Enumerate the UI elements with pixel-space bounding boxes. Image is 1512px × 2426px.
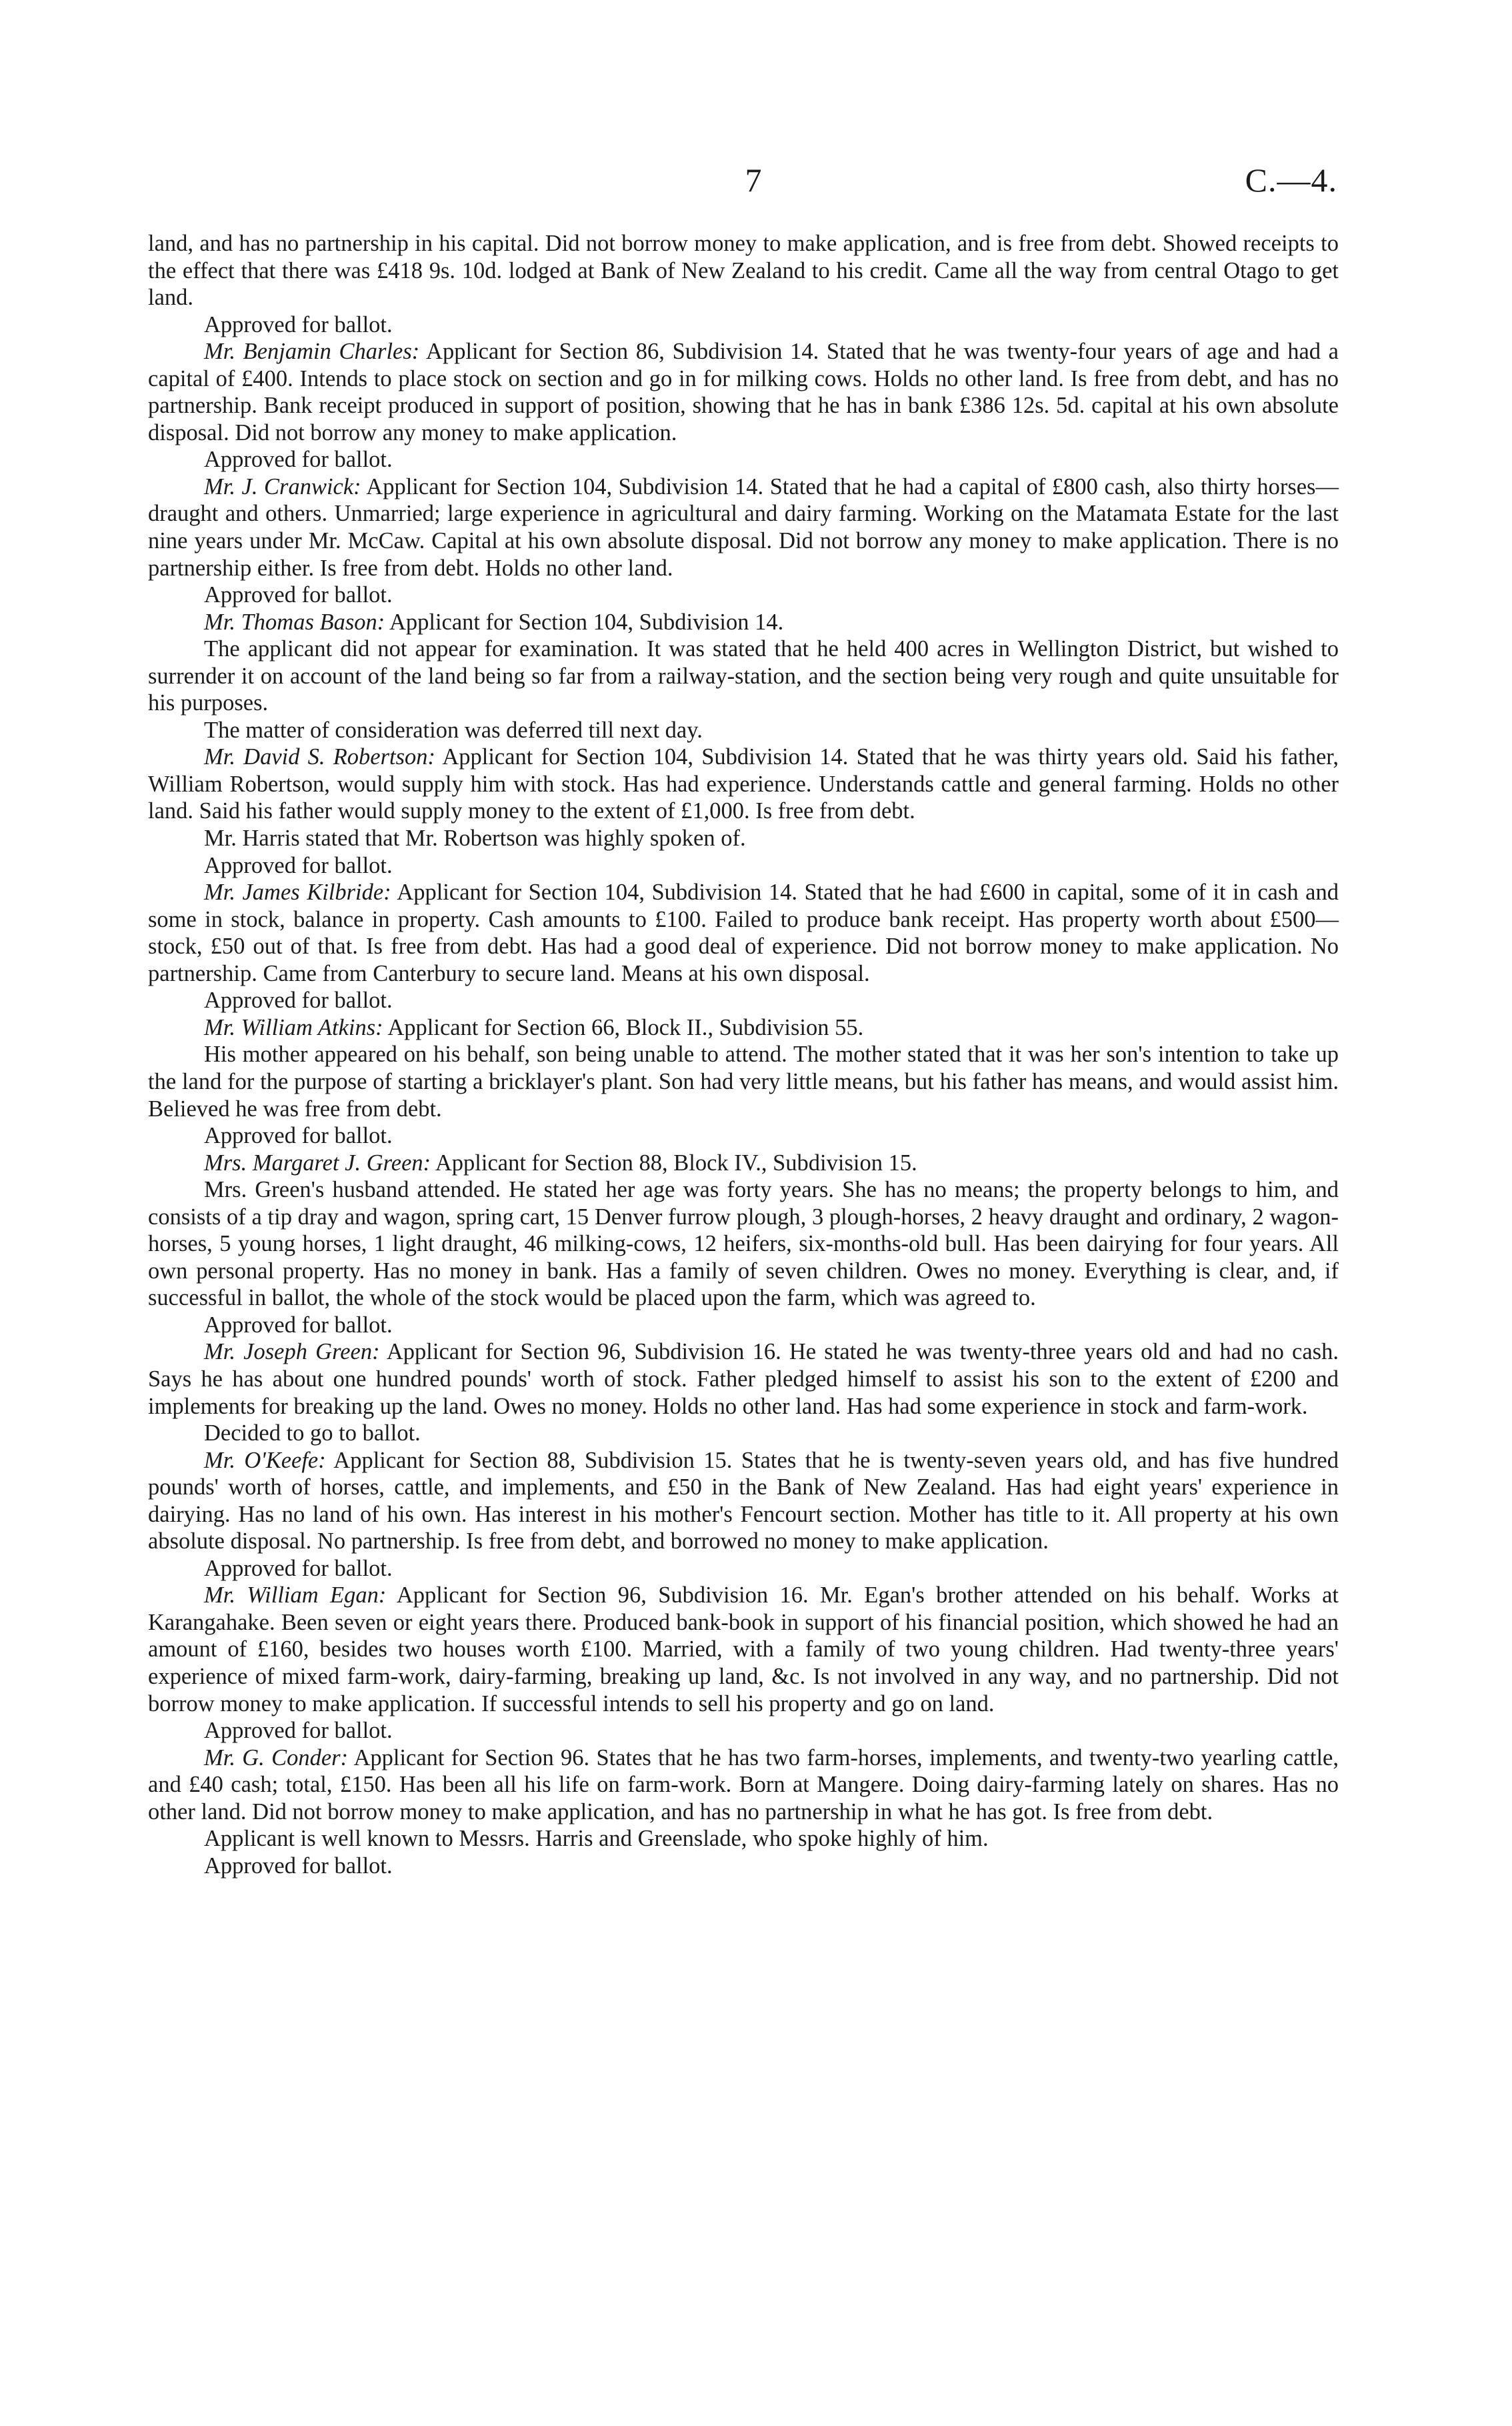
paragraph: Mr. Thomas Bason: Applicant for Section 104, Subdivision 14. bbox=[204, 609, 784, 635]
paragraph: Mr. Benjamin Charles: Applicant for Section 86, Subdivision 14. Stated that he was twenty-four years of age and had a capital of £400. Intends to place stock on section and go in for milking cows. Holds no other land. Is free from debt, and has no partnership. Bank receipt produced in support of position, showing that he has in bank £386 12s. 5d. capital at his own absolute disposal. Did not borrow any money to make application. bbox=[148, 339, 1339, 445]
paragraph: Approved for ballot. bbox=[204, 988, 393, 1014]
paragraph: Approved for ballot. bbox=[204, 1555, 393, 1581]
paragraph: Mr. O'Keefe: Applicant for Section 88, Subdivision 15. States that he is twenty-seven years old, and has five hundred pounds' worth of horses, cattle, and implements, and £50 in the Bank of New Zealand. Has had eight years' experience in dairying. Has no land of his own. Has interest in his mother's Fencourt section. Mother has title to it. All property at his own absolute disposal. No partnership. Is free from debt, and borrowed no money to make application. bbox=[148, 1447, 1339, 1554]
paragraph: Mr. Joseph Green: Applicant for Section 96, Subdivision 16. He stated he was twenty-three years old and had no cash. Says he has about one hundred pounds' worth of stock. Father pledged himself to assist his son to the extent of £200 and implements for breaking up the land. Owes no money. Holds no other land. Has had some experience in stock and farm-work. bbox=[148, 1339, 1339, 1419]
applicant-name: Mr. Joseph Green: bbox=[204, 1339, 380, 1365]
paragraph: Mrs. Green's husband attended. He stated her age was forty years. She has no means; the property belongs to him, and consists of a tip dray and wagon, spring cart, 15 Denver furrow plough, 3 plough-horses, 2 heavy draught and ordinary, 2 wagon-horses, 5 young horses, 1 light draught, 46 milking-cows, 12 heifers, six-months-old bull. Has been dairying for four years. All own personal property. Has no money in bank. Has a family of seven children. Owes no money. Everything is clear, and, if successful in ballot, the whole of the stock would be placed upon the farm, which was agreed to. bbox=[148, 1177, 1339, 1311]
applicant-name: Mr. William Egan: bbox=[204, 1582, 387, 1608]
paragraph: Mrs. Margaret J. Green: Applicant for Section 88, Block IV., Subdivision 15. bbox=[204, 1150, 917, 1176]
paragraph: Approved for ballot. bbox=[204, 1123, 393, 1149]
applicant-name: Mr. William Atkins: bbox=[204, 1014, 383, 1040]
applicant-name: Mr. J. Cranwick: bbox=[204, 473, 361, 499]
paragraph: Mr. William Egan: Applicant for Section 96, Subdivision 16. Mr. Egan's brother attended on his behalf. Works at Karangahake. Been seven or eight years there. Produced bank-book in support of his financial position, which showed he had an amount of £160, besides two houses worth £100. Married, with a family of two young children. Had twenty-three years' experience of mixed farm-work, dairy-farming, breaking up land, &c. Is not involved in any way, and no partnership. Did not borrow money to make application. If successful intends to sell his property and go on land. bbox=[148, 1582, 1339, 1716]
paragraph: Mr. G. Conder: Applicant for Section 96. States that he has two farm-horses, implements, and twenty-two yearling cattle, and £40 cash; total, £150. Has been all his life on farm-work. Born at Mangere. Doing dairy-farming lately on shares. Has no other land. Did not borrow money to make application, and has no partnership in what he has got. Is free from debt. bbox=[148, 1744, 1339, 1825]
page-number: 7 bbox=[745, 161, 762, 199]
applicant-name: Mr. James Kilbride: bbox=[204, 880, 391, 906]
applicant-name: Mr. David S. Robertson: bbox=[204, 744, 436, 770]
applicant-name: Mrs. Margaret J. Green: bbox=[204, 1150, 431, 1176]
applicant-name: Mr. Thomas Bason: bbox=[204, 609, 385, 635]
paragraph: Approved for ballot. bbox=[204, 447, 393, 473]
paragraph: Approved for ballot. bbox=[204, 311, 393, 337]
paragraph: Approved for ballot. bbox=[204, 582, 393, 608]
paragraph: Mr. James Kilbride: Applicant for Section 104, Subdivision 14. Stated that he had £600 in capital, some of it in cash and some in stock, balance in property. Cash amounts to £100. Failed to produce bank receipt. Has property worth about £500—stock, £50 out of that. Is free from debt. Has had a good deal of experience. Did not borrow money to make application. No partnership. Came from Canterbury to secure land. Means at his own disposal. bbox=[148, 880, 1339, 986]
paragraph: Approved for ballot. bbox=[204, 852, 393, 878]
applicant-name: Mr. Benjamin Charles: bbox=[204, 339, 420, 365]
document-body bbox=[148, 230, 1339, 1879]
paragraph: Mr. David S. Robertson: Applicant for Section 104, Subdivision 14. Stated that he was thirty years old. Said his father, William Robertson, would supply him with stock. Has had experience. Understands cattle and general farming. Holds no other land. Said his father would supply money to the extent of £1,000. Is free from debt. bbox=[148, 744, 1339, 824]
paragraph: Applicant is well known to Messrs. Harris and Greenslade, who spoke highly of him. bbox=[204, 1826, 989, 1852]
document-code: C.—4. bbox=[1245, 161, 1337, 199]
paragraph: His mother appeared on his behalf, son being unable to attend. The mother stated that it was her son's intention to take up the land for the purpose of starting a bricklayer's plant. Son had very little means, but his father has means, and would assist him. Believed he was free from debt. bbox=[148, 1042, 1339, 1122]
paragraph: Approved for ballot. bbox=[204, 1312, 393, 1338]
paragraph: Mr. Harris stated that Mr. Robertson was highly spoken of. bbox=[204, 826, 746, 852]
applicant-name: Mr. O'Keefe: bbox=[204, 1447, 326, 1473]
paragraph: land, and has no partnership in his capital. Did not borrow money to make application, and is free from debt. Showed receipts to the effect that there was £418 9s. 10d. lodged at Bank of New Zealand to his credit. Came all the way from central Otago to get land. bbox=[148, 231, 1339, 311]
paragraph: Approved for ballot. bbox=[204, 1853, 393, 1879]
paragraph: The applicant did not appear for examination. It was stated that he held 400 acres in Wellington District, but wished to surrender it on account of the land being so far from a railway-station, and the section being very rough and quite unsuitable for his purposes. bbox=[148, 636, 1339, 716]
paragraph: Mr. William Atkins: Applicant for Section 66, Block II., Subdivision 55. bbox=[204, 1014, 864, 1040]
applicant-name: Mr. G. Conder: bbox=[204, 1744, 349, 1770]
paragraph: Mr. J. Cranwick: Applicant for Section 104, Subdivision 14. Stated that he had a capital of £800 cash, also thirty horses—draught and others. Unmarried; large experience in agricultural and dairy farming. Working on the Matamata Estate for the last nine years under Mr. McCaw. Capital at his own absolute disposal. Did not borrow any money to make application. There is no partnership either. Is free from debt. Holds no other land. bbox=[148, 473, 1339, 581]
paragraph: The matter of consideration was deferred till next day. bbox=[204, 717, 703, 743]
paragraph: Approved for ballot. bbox=[204, 1718, 393, 1744]
paragraph: Decided to go to ballot. bbox=[204, 1420, 421, 1446]
